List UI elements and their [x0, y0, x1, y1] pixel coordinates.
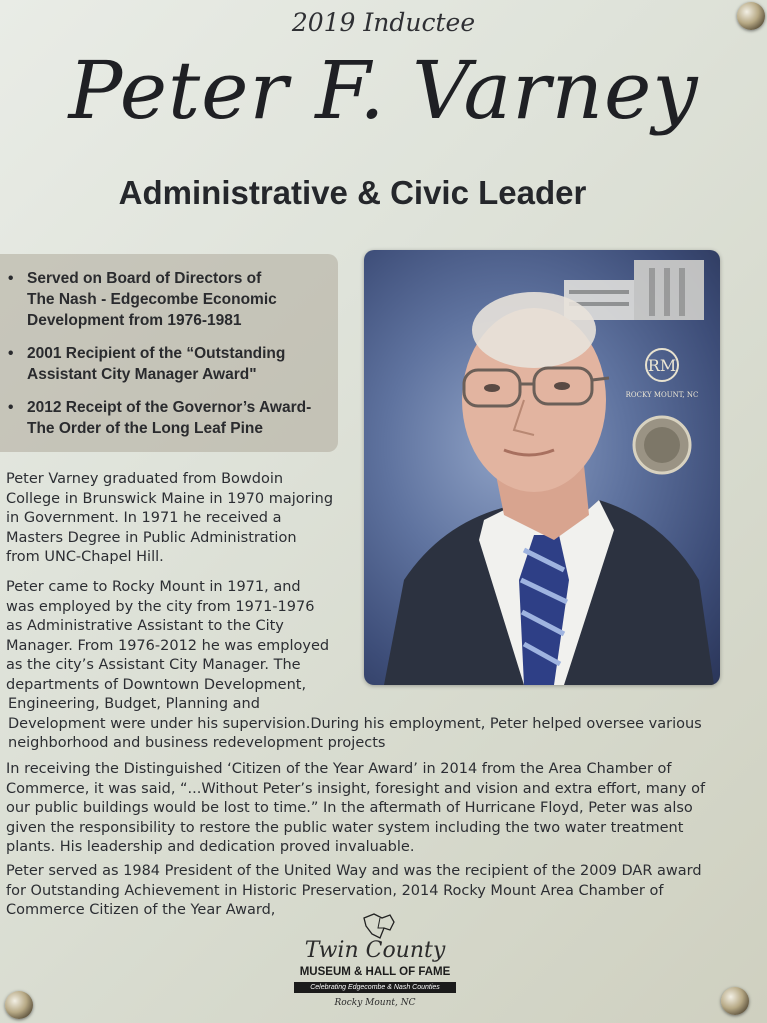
logo-tagline: Celebrating Edgecombe & Nash Counties	[294, 982, 456, 993]
honor-item: • Served on Board of Directors of The Nash - Edgecombe Economic Development from 1976-1981	[8, 270, 277, 329]
logo-location: Rocky Mount, NC	[334, 998, 416, 1008]
logo-twin-county: Twin County	[304, 938, 446, 963]
honor-item: • 2001 Recipient of the “Outstanding Assistant City Manager Award"	[8, 345, 286, 383]
honors-box	[0, 254, 338, 452]
honor-item: • 2012 Receipt of the Governor’s Award- The Order of the Long Leaf Pine	[8, 399, 312, 437]
inductee-name: Peter F. Varney	[68, 44, 699, 137]
bio-paragraph-education: Peter Varney graduated from Bowdoin College in Brunswick Maine in 1970 majoring in Government. In 1971 he received a Masters Degree in Public Administration from UNC-Chapel Hill.	[6, 471, 334, 565]
bio-paragraph-award: In receiving the Distinguished ‘Citizen of the Year Award’ in 2014 from the Area Chamber of Commerce, it was said, “...Without Peter’s insight, foresight and vision and extra effort, many of our public buildings would be lost to time.” In the aftermath of Hurricane Floyd, Peter was also given the responsibility to restore the public water system including the two water treatment plants. His leadership and dedication proved invaluable.	[6, 761, 706, 855]
bio-paragraph-service: Peter served as 1984 President of the United Way and was the recipient of the 2009 DAR award for Outstanding Achievement in Historic Preservation, 2014 Rocky Mount Area Chamber of Commerce Citizen of the Year Award,	[6, 863, 702, 918]
inductee-year: 2019 Inductee	[291, 8, 476, 37]
portrait-illustration	[364, 250, 720, 685]
honors-list	[6, 268, 330, 439]
portrait-logo-text: ROCKY MOUNT, NC	[625, 391, 699, 399]
mounting-screw-bottom-right	[721, 987, 749, 1015]
bio-paragraph-career: Peter came to Rocky Mount in 1971, and was employed by the city from 1971-1976 as Administrative Assistant to the City Manager. From 1976-2012 he was employed as the city’s Assistant City Manager. The departments of Downtown Development,	[6, 579, 330, 693]
bio-paragraph-career-continued: Engineering, Budget, Planning and Development were under his supervision.During his employment, Peter helped oversee various neighborhood and business redevelopment projects	[8, 696, 702, 751]
portrait-image	[364, 250, 720, 685]
logo-museum-name: MUSEUM & HALL OF FAME	[299, 966, 451, 978]
inductee-subtitle: Administrative & Civic Leader	[118, 174, 587, 211]
museum-logo	[290, 912, 470, 1020]
mounting-screw-bottom-left	[5, 991, 33, 1019]
svg-text:RM: RM	[647, 356, 677, 375]
